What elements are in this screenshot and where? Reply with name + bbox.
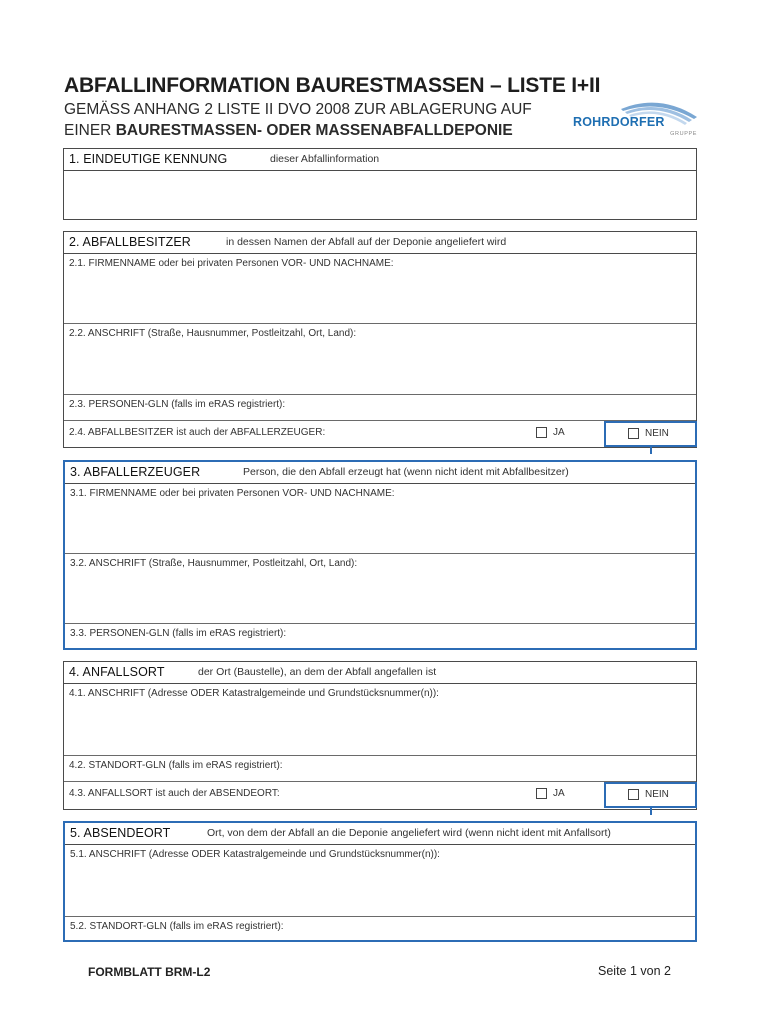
section-5-header [65, 823, 695, 845]
field-5-1-anschrift[interactable] [65, 845, 695, 917]
section-3-title: 3. ABFALLERZEUGER [70, 465, 201, 479]
field-3-2-anschrift[interactable] [65, 554, 695, 624]
field-3-2-label: 3.2. ANSCHRIFT (Straße, Hausnummer, Postleitzahl, Ort, Land): [70, 558, 358, 569]
field-2-1-firmenname[interactable] [64, 254, 696, 324]
connector-line [650, 808, 652, 815]
field-2-2-label: 2.2. ANSCHRIFT (Straße, Hausnummer, Postleitzahl, Ort, Land): [69, 328, 357, 339]
section-4-description: der Ort (Baustelle), an dem der Abfall angefallen ist [198, 666, 437, 678]
field-2-1-label: 2.1. FIRMENNAME oder bei privaten Personen VOR- UND NACHNAME: [69, 258, 394, 269]
section-absendeort [63, 821, 697, 942]
checkbox-icon[interactable] [536, 788, 547, 799]
subtitle-line-1: GEMÄSS ANHANG 2 LISTE II DVO 2008 ZUR ABLAGERUNG AUF [64, 101, 532, 118]
checkbox-icon[interactable] [536, 427, 547, 438]
section-abfallerzeuger [63, 460, 697, 650]
subtitle-line-2-bold: BAURESTMASSEN- ODER MASSENABFALLDEPONIE [115, 122, 513, 139]
nein-label: NEIN [645, 789, 669, 800]
section-eindeutige-kennung [63, 148, 697, 220]
field-4-3-label: 4.3. ANFALLSORT ist auch der ABSENDEORT: [69, 788, 280, 799]
section-2-description: in dessen Namen der Abfall auf der Deponie angeliefert wird [226, 236, 507, 248]
section-1-header [64, 149, 696, 171]
ja-label: JA [553, 427, 565, 438]
section-abfallbesitzer [63, 231, 697, 448]
form-id: FORMBLATT BRM-L2 [88, 965, 211, 979]
logo-subtext: GRUPPE [670, 131, 697, 137]
ja-checkbox-4-3[interactable] [536, 788, 565, 799]
field-5-2-standort-gln[interactable] [65, 917, 695, 940]
checkbox-icon[interactable] [628, 428, 639, 439]
field-4-1-anschrift[interactable] [64, 684, 696, 756]
section-4-title: 4. ANFALLSORT [69, 665, 165, 679]
subtitle-line-2 [64, 120, 532, 141]
field-5-2-label: 5.2. STANDORT-GLN (falls im eRAS registriert): [70, 921, 284, 932]
nein-label: NEIN [645, 428, 669, 439]
section-4-header [64, 662, 696, 684]
section-2-title: 2. ABFALLBESITZER [69, 235, 191, 249]
field-3-1-label: 3.1. FIRMENNAME oder bei privaten Personen VOR- UND NACHNAME: [70, 488, 395, 499]
field-3-3-personen-gln[interactable] [65, 624, 695, 648]
field-4-3-absendeort-check [64, 782, 696, 807]
field-2-3-personen-gln[interactable] [64, 395, 696, 421]
document-subtitle [64, 99, 532, 141]
field-2-3-label: 2.3. PERSONEN-GLN (falls im eRAS registriert): [69, 399, 286, 410]
connector-line [650, 447, 652, 454]
field-2-4-erzeuger-check [64, 421, 696, 446]
kennung-input-area[interactable] [64, 171, 696, 219]
subtitle-line-2-prefix: EINER [64, 122, 116, 139]
field-5-1-label: 5.1. ANSCHRIFT (Adresse ODER Katastralgemeinde und Grundstücksnummer(n)): [70, 849, 440, 860]
ja-label: JA [553, 788, 565, 799]
field-2-2-anschrift[interactable] [64, 324, 696, 395]
page-number: Seite 1 von 2 [598, 964, 671, 978]
field-2-4-label: 2.4. ABFALLBESITZER ist auch der ABFALLERZEUGER: [69, 427, 326, 438]
checkbox-icon[interactable] [628, 789, 639, 800]
section-5-description: Ort, von dem der Abfall an die Deponie angeliefert wird (wenn nicht ident mit Anfallsort) [207, 827, 611, 839]
section-3-header [65, 462, 695, 484]
section-3-description: Person, die den Abfall erzeugt hat (wenn nicht ident mit Abfallbesitzer) [243, 466, 569, 478]
section-1-title: 1. EINDEUTIGE KENNUNG [69, 152, 228, 166]
section-1-description: dieser Abfallinformation [270, 153, 380, 165]
section-2-header [64, 232, 696, 254]
section-anfallsort [63, 661, 697, 810]
nein-checkbox-4-3[interactable] [604, 782, 697, 808]
section-5-title: 5. ABSENDEORT [70, 826, 171, 840]
document-title: ABFALLINFORMATION BAURESTMASSEN – LISTE I+II [64, 74, 601, 97]
ja-checkbox-2-4[interactable] [536, 427, 565, 438]
field-3-3-label: 3.3. PERSONEN-GLN (falls im eRAS registriert): [70, 628, 287, 639]
rohrdorfer-logo [565, 97, 703, 141]
nein-checkbox-2-4[interactable] [604, 421, 697, 447]
field-3-1-firmenname[interactable] [65, 484, 695, 554]
field-4-2-standort-gln[interactable] [64, 756, 696, 782]
logo-wordmark: ROHRDORFER [573, 115, 665, 129]
field-4-1-label: 4.1. ANSCHRIFT (Adresse ODER Katastralgemeinde und Grundstücksnummer(n)): [69, 688, 439, 699]
field-4-2-label: 4.2. STANDORT-GLN (falls im eRAS registriert): [69, 760, 283, 771]
